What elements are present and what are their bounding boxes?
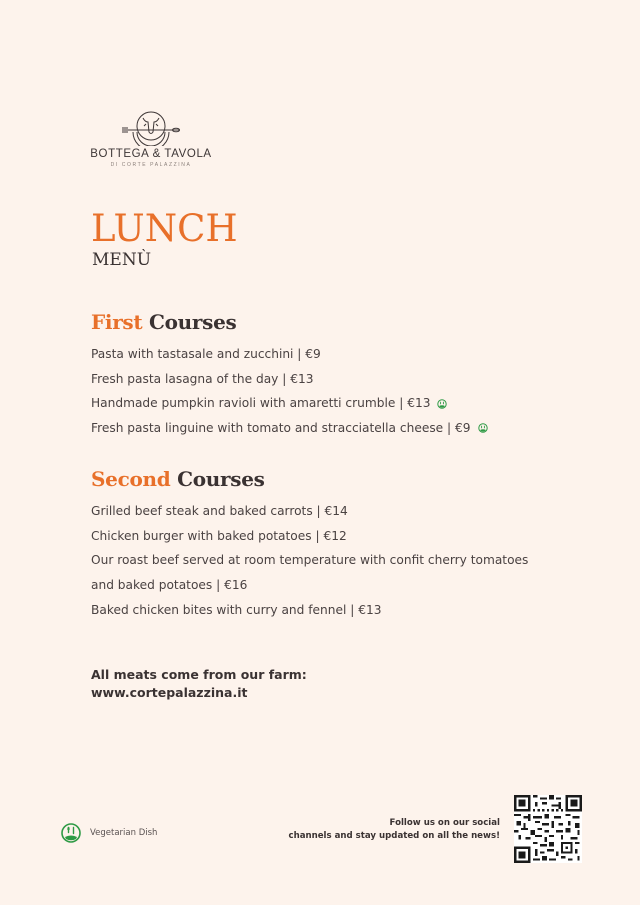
section-second-courses: [91, 469, 528, 623]
menu-item: [91, 367, 488, 392]
logo-subtitle: DI CORTE PALAZZINA: [110, 162, 192, 168]
menu-item-text: Grilled beef steak and baked carrots | €14: [91, 504, 348, 518]
legend-label: Vegetarian Dish: [90, 828, 158, 838]
logo: [88, 110, 214, 168]
menu-item-text: Baked chicken bites with curry and fennel | €13: [91, 602, 382, 617]
social-note-line1: Follow us on our social: [389, 818, 500, 828]
menu-item-text: Chicken burger with baked potatoes | €12: [91, 528, 347, 543]
menu-item: [91, 342, 488, 367]
menu-item-text: Our roast beef served at room temperature with confit cherry tomatoes: [91, 553, 529, 568]
menu-item: [91, 416, 488, 441]
menu-item-text: Fresh pasta linguine with tomato and stracciatella cheese | €9: [91, 421, 471, 436]
vegetarian-icon: [61, 823, 81, 843]
section-title-accent: First: [91, 310, 143, 334]
bull-head-fork-spoon-icon: [119, 110, 183, 146]
section-first-courses: [91, 312, 488, 441]
section-title: [91, 469, 528, 489]
vegetarian-icon: [437, 399, 447, 409]
section-title: [91, 312, 488, 332]
section-title-accent: Second: [91, 467, 171, 491]
menu-item: [91, 573, 528, 598]
page-subtitle: MENÙ: [92, 250, 152, 270]
menu-item-text: and baked potatoes | €16: [91, 578, 248, 593]
section-title-rest: Courses: [177, 467, 265, 491]
menu-item-text: Handmade pumpkin ravioli with amaretti crumble | €13: [91, 396, 431, 411]
section-title-rest: Courses: [149, 310, 237, 334]
vegetarian-icon: [478, 423, 488, 433]
vegetarian-legend: [61, 823, 157, 843]
logo-name: BOTTEGA & TAVOLA: [90, 148, 212, 160]
menu-item: [91, 548, 528, 573]
page-title: LUNCH: [91, 207, 238, 250]
menu-item: [91, 524, 528, 549]
social-note-line2: channels and stay updated on all the news!: [288, 830, 500, 841]
menu-item: [91, 391, 488, 416]
social-note: [288, 817, 500, 842]
menu-item: [91, 499, 528, 524]
farm-note-text: All meats come from our farm:: [91, 667, 307, 682]
menu-item: [91, 598, 528, 623]
menu-item-text: Fresh pasta lasagna of the day | €13: [91, 371, 314, 386]
menu-item-text: Pasta with tastasale and zucchini | €9: [91, 347, 321, 361]
farm-website-link[interactable]: www.cortepalazzina.it: [91, 685, 248, 700]
farm-note: [91, 666, 307, 702]
qr-code[interactable]: [514, 795, 582, 863]
